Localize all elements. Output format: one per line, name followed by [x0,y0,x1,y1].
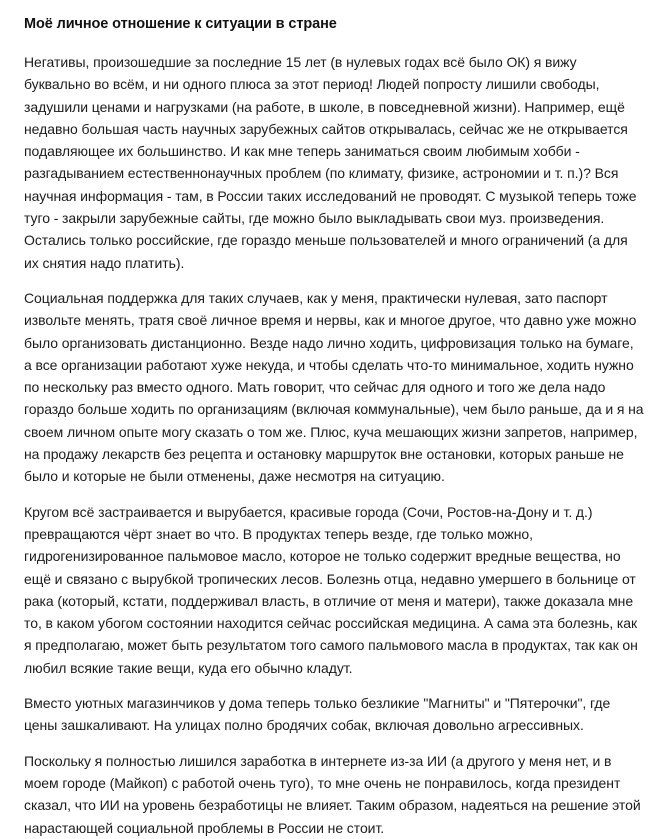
page-title: Моё личное отношение к ситуации в стране [24,16,337,32]
paragraph: Поскольку я полностью лишился заработка в интернете из-за ИИ (а другого у меня нет, и в моем городе (Майкоп) с работой очень туго), то мне очень не понравилось, когда президент сказал, что ИИ на уровень безработицы не влияет. Таким образом, надеяться на решение этой нарастающей социальной проблемы в России не стоит. [24,752,641,836]
paragraph: Вместо уютных магазинчиков у дома теперь только безликие "Магниты" и "Пятерочки", где цены зашкаливают. На улицах полно бродячих собак, включая довольно агрессивных. [24,695,611,734]
paragraph: Негативы, произошедшие за последние 15 лет (в нулевых годах всё было ОК) я вижу буквально во всём, и ни одного плюса за этот период! Людей попросту лишили свободы, задушили ценами и нагрузками (на работе, в школе, в повседневной жизни). Например, ещё недавно большая часть научных зарубежных сайтов открывалась, сейчас же не открывается подавляющее их большинство. И как мне теперь заниматься своим любимым хобби - разгадыванием естественнонаучных проблем (по климату, физике, астрономии и т. п.)? Вся научная информация - там, в России таких исследований не проводят. С музыкой теперь тоже туго - закрыли зарубежные сайты, где можно было выкладывать свои муз. произведения. Остались только российские, где гораздо меньше пользователей и много ограничений (а для их снятия надо платить). [24,54,637,271]
article-body [24,51,645,839]
paragraph: Социальная поддержка для таких случаев, как у меня, практически нулевая, зато паспорт извольте менять, тратя своё личное время и нервы, как и многое другое, что давно уже можно было организовать дистанционно. Везде надо лично ходить, цифровизация только на бумаге, а все организации работают хуже некуда, и чтобы сделать что-то минимальное, ходить нужно по нескольку раз вместо одного. Мать говорит, что сейчас для одного и того же дела надо гораздо больше ходить по организациям (включая коммунальные), чем было раньше, да и я на своем личном опыте могу сказать о том же. Плюс, куча мешающих жизни запретов, например, на продажу лекарств без рецепта и остановку маршруток вне остановки, которых раньше не было и которые не были отменены, даже несмотря на ситуацию. [24,289,644,485]
paragraph: Кругом всё застраивается и вырубается, красивые города (Сочи, Ростов-на-Дону и т. д.) превращаются чёрт знает во что. В продуктах теперь везде, где только можно, гидрогенизированное пальмовое масло, которое не только содержит вредные вещества, но ещё и связано с вырубкой тропических лесов. Болезнь отца, недавно умершего в больнице от рака (который, кстати, поддерживал власть, в отличие от меня и матери), также доказала мне то, в каком убогом состоянии находится сейчас российская медицина. А сама эта болезнь, как я предполагаю, может быть результатом того самого пальмового масла в продуктах, так как он любил всякие такие вещи, куда его обычно кладут. [24,503,638,676]
